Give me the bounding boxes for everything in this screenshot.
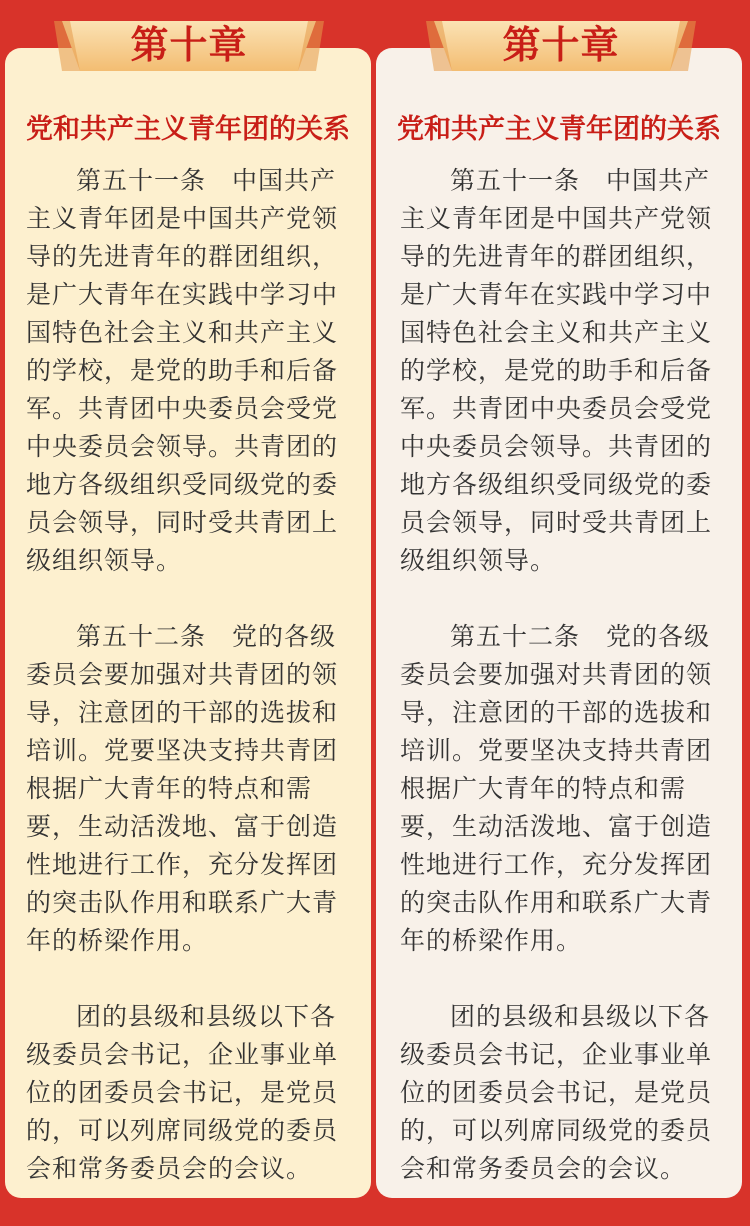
- chapter-ribbon-right: [426, 15, 696, 77]
- chapter-panel-left: [5, 48, 371, 1198]
- article-text-block: [400, 162, 720, 1226]
- chapter-panel-right: [376, 48, 742, 1198]
- chapter-subtitle: 党和共产主义青年团的关系: [26, 114, 350, 145]
- chapter-title: 第十章: [502, 23, 620, 67]
- article-paragraph: 第五十二条 党的各级委员会要加强对共青团的领导，注意团的干部的选拔和培训。党要坚决支持共青团根据广大青年的特点和需要，生动活泼地、富于创造性地进行工作，充分发挥团的突击队作用和联系广大青年的桥梁作用。: [26, 622, 339, 955]
- article-text-block: [26, 162, 346, 1226]
- chapter-title: 第十章: [130, 23, 248, 67]
- article-paragraph: 第五十一条 中国共产主义青年团是中国共产党领导的先进青年的群团组织，是广大青年在实践中学习中国特色社会主义和共产主义的学校，是党的助手和后备军。共青团中央委员会受党中央委员会领导。共青团的地方各级组织受同级党的委员会领导，同时受共青团上级组织领导。: [26, 166, 339, 575]
- chapter-ribbon-left: [54, 15, 324, 77]
- article-paragraph: 团的县级和县级以下各级委员会书记，企业事业单位的团委员会书记，是党员的，可以列席同级党的委员会和常务委员会的会议。: [400, 1002, 713, 1183]
- article-paragraph: 团的县级和县级以下各级委员会书记，企业事业单位的团委员会书记，是党员的，可以列席同级党的委员会和常务委员会的会议。: [26, 1002, 339, 1183]
- chapter-subtitle: 党和共产主义青年团的关系: [397, 114, 721, 145]
- article-paragraph: 第五十一条 中国共产主义青年团是中国共产党领导的先进青年的群团组织，是广大青年在实践中学习中国特色社会主义和共产主义的学校，是党的助手和后备军。共青团中央委员会受党中央委员会领导。共青团的地方各级组织受同级党的委员会领导，同时受共青团上级组织领导。: [400, 166, 713, 575]
- article-paragraph: 第五十二条 党的各级委员会要加强对共青团的领导，注意团的干部的选拔和培训。党要坚决支持共青团根据广大青年的特点和需要，生动活泼地、富于创造性地进行工作，充分发挥团的突击队作用和联系广大青年的桥梁作用。: [400, 622, 713, 955]
